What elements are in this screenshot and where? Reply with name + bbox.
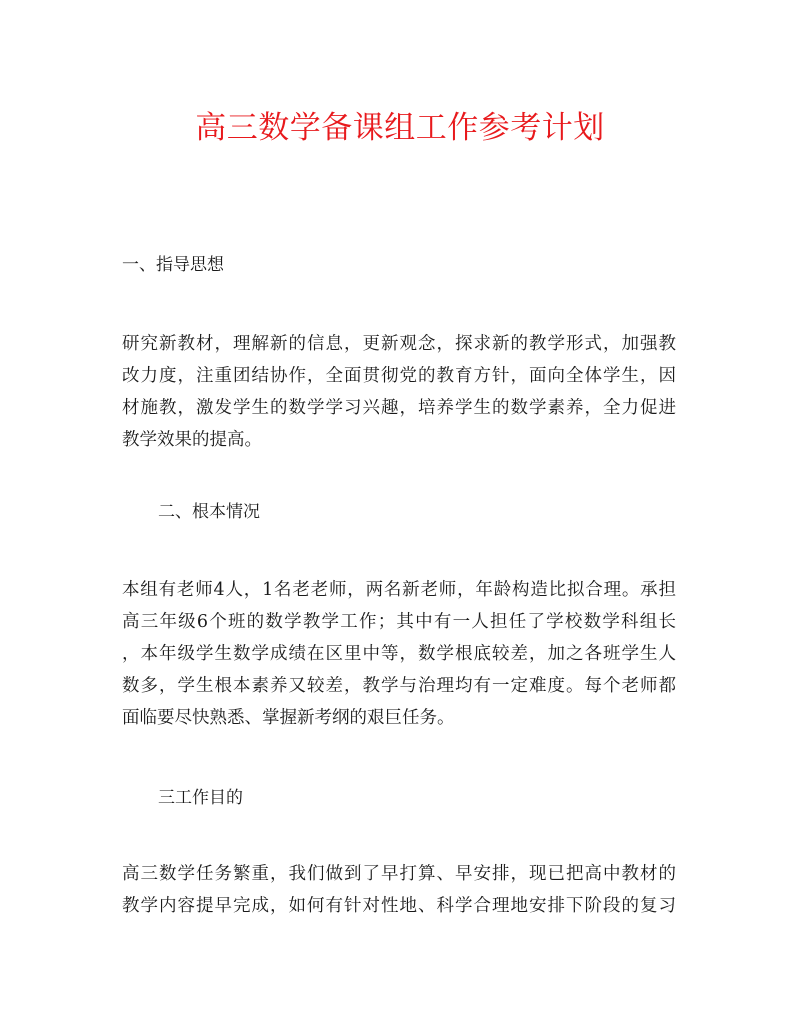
paragraph-line: 教学效果的提高。 — [122, 430, 262, 450]
paragraph-line: 本组有老师4人，1名老老师，两名新老师，年龄构造比拟合理。承担 — [122, 580, 676, 600]
section-paragraph-work-goals — [122, 858, 676, 922]
paragraph-line: 研究新教材，理解新的信息，更新观念，探求新的教学形式，加强教 — [122, 334, 676, 354]
paragraph-line: 高三年级6个班的数学教学工作；其中有一人担任了学校数学科组长 — [122, 612, 676, 632]
paragraph-line: 面临要尽快熟悉、掌握新考纲的艰巨任务。 — [122, 708, 455, 728]
paragraph-line: 改力度，注重团结协作，全面贯彻党的教育方针，面向全体学生，因 — [122, 366, 676, 386]
section-heading-basic-situation: 二、根本情况 — [158, 502, 260, 522]
paragraph-line: 数多，学生根本素养又较差，教学与治理均有一定难度。每个老师都 — [122, 676, 676, 696]
section-paragraph-guiding-ideology — [122, 328, 676, 456]
section-heading-work-goals: 三工作目的 — [158, 788, 243, 808]
document-title: 高三数学备课组工作参考计划 — [195, 110, 605, 146]
paragraph-line: 材施教，激发学生的数学学习兴趣，培养学生的数学素养，全力促进 — [122, 398, 676, 418]
section-paragraph-basic-situation — [122, 574, 676, 734]
paragraph-line: 高三数学任务繁重，我们做到了早打算、早安排，现已把高中教材的 — [122, 864, 676, 884]
paragraph-line: ，本年级学生数学成绩在区里中等，数学根底较差，加之各班学生人 — [122, 644, 676, 664]
section-heading-guiding-ideology: 一、指导思想 — [122, 255, 224, 275]
paragraph-line: 教学内容提早完成，如何有针对性地、科学合理地安排下阶段的复习 — [122, 896, 676, 916]
